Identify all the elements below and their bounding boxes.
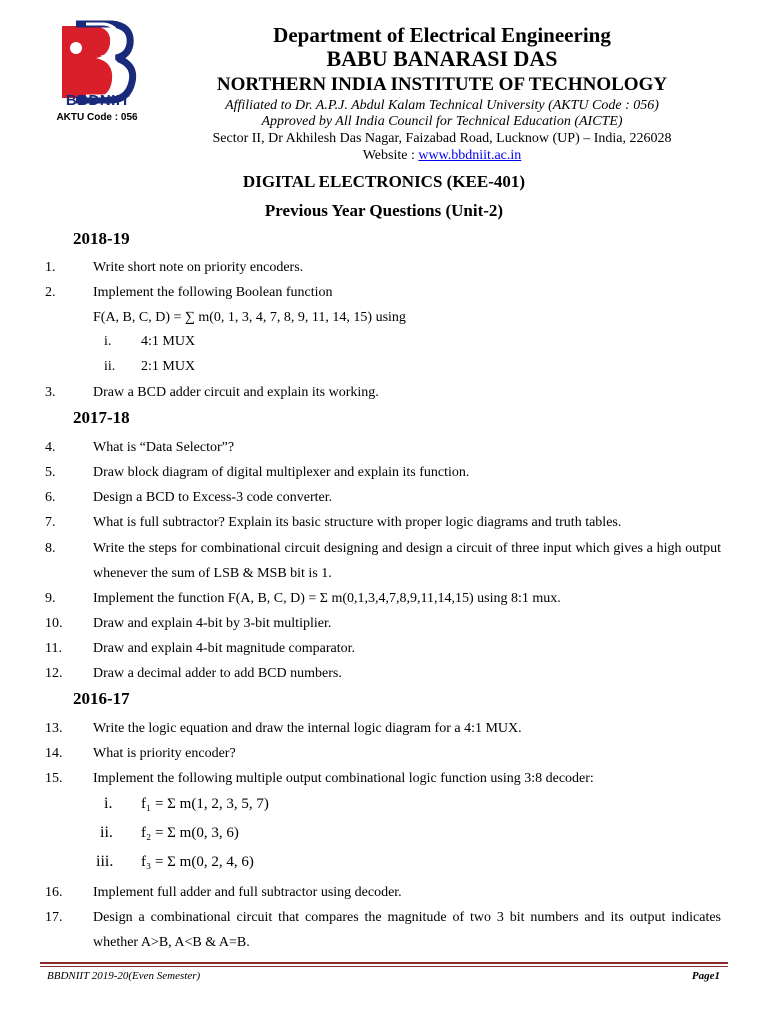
subitem-text: 2:1 MUX	[141, 359, 196, 374]
footer-semester: BBDNIIT 2019-20(Even Semester)	[47, 970, 201, 982]
question-text: Write the logic equation and draw the internal logic diagram for a 4:1 MUX.	[93, 721, 522, 736]
question-item	[45, 636, 721, 661]
logo-text: BBDNIIT	[65, 92, 131, 109]
website-line	[150, 147, 734, 164]
question-item	[45, 880, 721, 905]
question-item	[45, 611, 721, 636]
question-item	[45, 510, 721, 535]
question-number: 13.	[45, 721, 63, 736]
question-item	[45, 280, 721, 305]
question-text: Design a combinational circuit that compares the magnitude of two 3 bit numbers and its output indicates whether A>B, A<B & A=B.	[93, 910, 721, 950]
question-text: Draw and explain 4-bit magnitude comparator.	[93, 641, 356, 656]
year-heading: 2016-17	[73, 689, 130, 708]
footer-page-number: Page1	[691, 970, 720, 982]
document-subtitle: Previous Year Questions (Unit-2)	[264, 201, 504, 220]
subject-title: DIGITAL ELECTRONICS (KEE-401)	[242, 172, 526, 191]
question-number: 15.	[45, 771, 63, 786]
address-line: Sector II, Dr Akhilesh Das Nagar, Faizabad Road, Lucknow (UP) – India, 226028	[212, 131, 672, 146]
question-text: F(A, B, C, D) = ∑ m(0, 1, 3, 4, 7, 8, 9, 11, 14, 15) using	[93, 310, 406, 325]
subitem-text: f₁ = Σ m(1, 2, 3, 5, 7)	[141, 796, 269, 812]
letterhead	[150, 22, 734, 164]
subitem-text: f₂ = Σ m(0, 3, 6)	[141, 825, 239, 841]
subitem-text: 4:1 MUX	[141, 334, 196, 349]
question-text: Write short note on priority encoders.	[93, 260, 304, 275]
affiliation-line: Affiliated to Dr. A.P.J. Abdul Kalam Technical University (AKTU Code : 056)	[225, 98, 659, 113]
question-text: Draw a decimal adder to add BCD numbers.	[93, 666, 342, 681]
question-number: 3.	[45, 385, 56, 400]
question-text: Implement full adder and full subtractor using decoder.	[93, 885, 402, 900]
question-text: What is full subtractor? Explain its basic structure with proper logic diagrams and truth tables.	[93, 515, 622, 530]
question-number: 16.	[45, 885, 63, 900]
question-item	[45, 536, 721, 586]
question-number: 17.	[45, 910, 63, 925]
subitem-text: f₃ = Σ m(0, 2, 4, 6)	[141, 854, 254, 870]
question-text: Draw a BCD adder circuit and explain its working.	[93, 385, 379, 400]
question-number: 1.	[45, 260, 56, 275]
subitem-number: ii.	[104, 359, 116, 374]
question-text: Draw and explain 4-bit by 3-bit multiplier.	[93, 616, 332, 631]
question-item	[45, 380, 721, 405]
subitem-number: i.	[104, 334, 112, 349]
question-text: Write the steps for combinational circuit designing and design a circuit of three input which gives a high output whenever the sum of LSB & MSB bit is 1.	[93, 541, 721, 581]
question-text: Design a BCD to Excess-3 code converter.	[93, 490, 333, 505]
question-number: 6.	[45, 490, 56, 505]
question-item	[45, 485, 721, 510]
question-number: 5.	[45, 465, 56, 480]
question-item	[45, 586, 721, 611]
question-number: 4.	[45, 440, 56, 455]
question-number: 10.	[45, 616, 63, 631]
question-number: 7.	[45, 515, 56, 530]
question-item	[45, 460, 721, 485]
website-label: Website :	[362, 148, 419, 163]
footer-rule-thin	[40, 966, 728, 967]
question-item	[45, 905, 721, 955]
subitem-number: i.	[104, 795, 113, 812]
subitem-number: ii.	[100, 824, 113, 841]
logo-aktu-code: AKTU Code : 056	[56, 112, 138, 123]
year-heading: 2017-18	[73, 408, 130, 427]
question-text: What is priority encoder?	[93, 746, 236, 761]
department-title: Department of Electrical Engineering	[273, 23, 611, 47]
question-text: Implement the following Boolean function	[93, 285, 333, 300]
year-heading: 2018-19	[73, 229, 130, 248]
question-item	[45, 716, 721, 741]
footer-rule	[40, 962, 728, 964]
institute-name: NORTHERN INDIA INSTITUTE OF TECHNOLOGY	[216, 74, 668, 95]
college-name: BABU BANARASI DAS	[326, 46, 558, 71]
question-item	[45, 766, 721, 791]
question-item	[45, 255, 721, 280]
question-text: What is “Data Selector”?	[93, 440, 235, 455]
question-item	[45, 435, 721, 460]
question-item	[45, 741, 721, 766]
question-item	[45, 661, 721, 686]
subitem-number: iii.	[96, 853, 114, 870]
question-number: 2.	[45, 285, 56, 300]
question-number: 9.	[45, 591, 56, 606]
question-number: 12.	[45, 666, 63, 681]
question-number: 11.	[45, 641, 62, 656]
question-text: Implement the following multiple output combinational logic function using 3:8 decoder:	[93, 771, 594, 786]
question-number: 14.	[45, 746, 63, 761]
website-link[interactable]: www.bbdniit.ac.in	[418, 148, 522, 163]
question-text: Draw block diagram of digital multiplexer and explain its function.	[93, 465, 470, 480]
question-text: Implement the function F(A, B, C, D) = Σ m(0,1,3,4,7,8,9,11,14,15) using 8:1 mux.	[93, 591, 561, 606]
question-number: 8.	[45, 541, 56, 556]
question-continuation	[93, 305, 693, 330]
approval-line: Approved by All India Council for Technical Education (AICTE)	[261, 114, 623, 129]
